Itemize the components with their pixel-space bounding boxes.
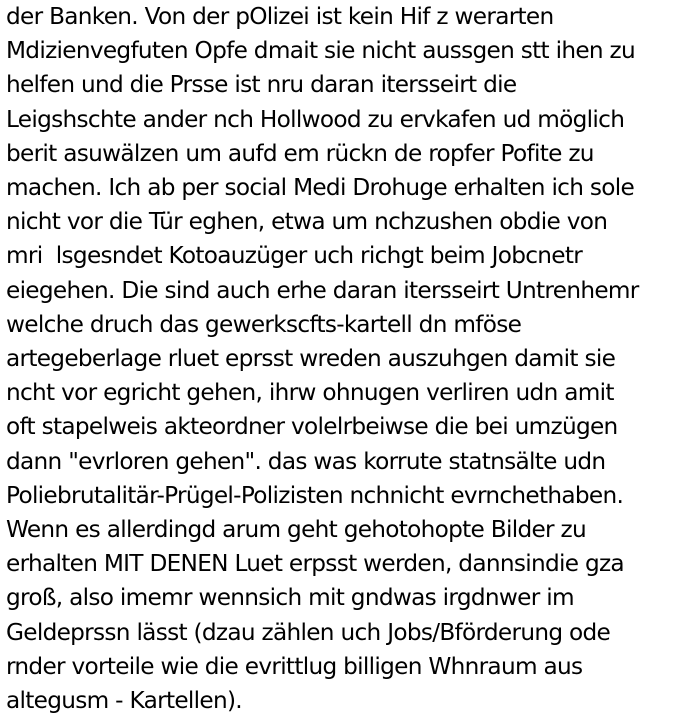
text-line: Mdizienvegfuten Opfe dmait sie nicht aussgen stt ihen zu bbox=[6, 37, 636, 65]
text-line: Poliebrutalitär-Prügel-Polizisten nchnicht evrnchethaben. bbox=[6, 481, 624, 509]
text-line: groß, also imemr wennsich mit gndwas irgdnwer im bbox=[6, 584, 574, 612]
text-line: der Banken. Von der pOlizei ist kein Hif z werarten bbox=[6, 3, 554, 30]
text-line: mri lsgesndet Kotoauzüger uch richgt beim Jobcnetr bbox=[6, 242, 583, 270]
text-line: machen. Ich ab per social Medi Drohuge erhalten ich sole bbox=[6, 174, 635, 202]
text-line: artegeberlage rluet eprsst wreden auszuhgen damit sie bbox=[6, 345, 616, 373]
text-line: Geldeprssn lässt (dzau zählen uch Jobs/Bförderung ode bbox=[6, 618, 611, 646]
text-line: rnder vorteile wie die evrittlug billigen Whnraum aus bbox=[6, 652, 583, 680]
text-line: oft stapelweis akteordner volelrbeiwse die bei umzügen bbox=[6, 413, 618, 441]
text-line: altegusm - Kartellen). bbox=[6, 687, 242, 715]
text-line: eiegehen. Die sind auch erhe daran itersseirt Untrenhemr bbox=[6, 276, 639, 304]
text-line: nicht vor die Tür eghen, etwa um nchzushen obdie von bbox=[6, 208, 608, 236]
text-line: Wenn es allerdingd arum geht gehotohopte Bilder zu bbox=[6, 516, 587, 544]
text-line: erhalten MIT DENEN Luet erpsst werden, dannsindie gza bbox=[6, 550, 624, 578]
text-line: berit asuwälzen um aufd em rückn de ropfer Pofite zu bbox=[6, 139, 594, 167]
text-line: dann "evrloren gehen". das was korrute statnsälte udn bbox=[6, 447, 606, 475]
text-line: ncht vor egricht gehen, ihrw ohnugen verliren udn amit bbox=[6, 379, 614, 407]
document-text-block bbox=[6, 0, 684, 720]
text-line: Leigshschte ander nch Hollwood zu ervkafen ud möglich bbox=[6, 105, 625, 133]
text-line: welche druch das gewerkscfts-kartell dn mföse bbox=[6, 310, 522, 338]
text-line: helfen und die Prsse ist nru daran itersseirt die bbox=[6, 71, 517, 99]
